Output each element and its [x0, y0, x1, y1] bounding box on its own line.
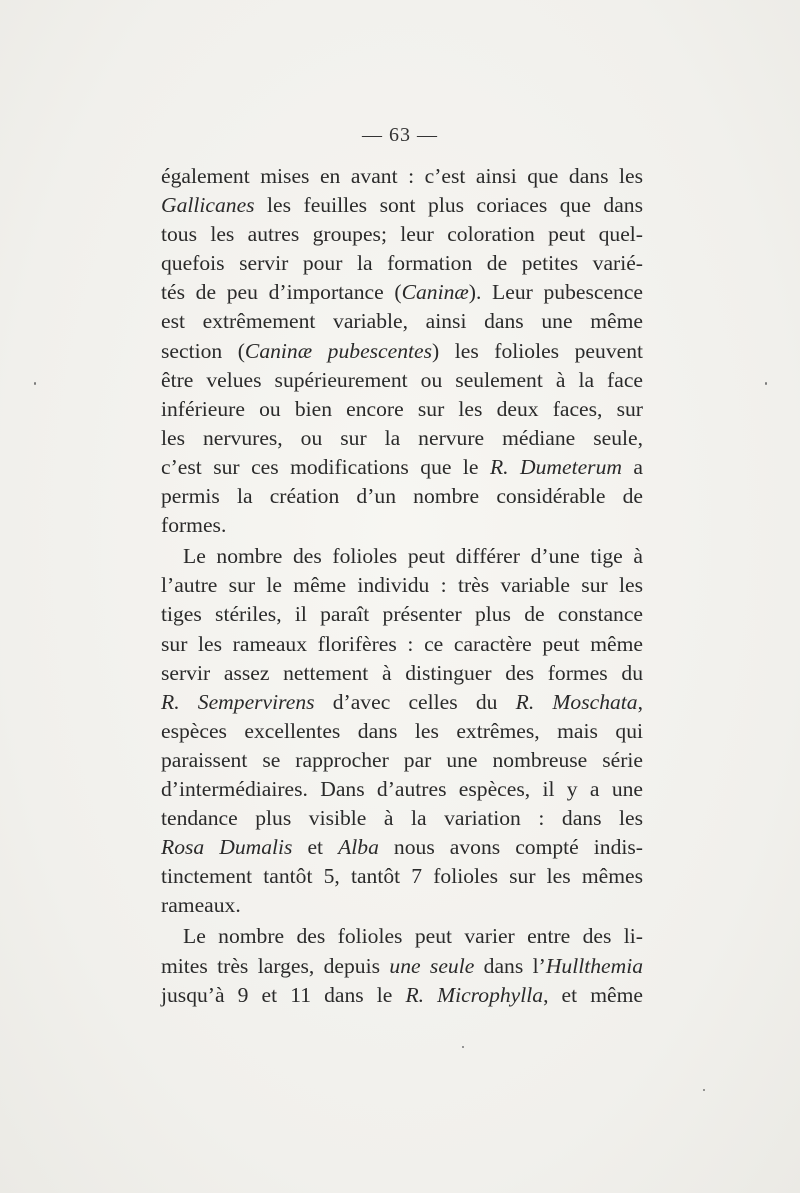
- text-line: [161, 833, 643, 862]
- text-segment: dans l’: [474, 953, 546, 978]
- text-line: [161, 482, 643, 511]
- text-line: [161, 395, 643, 424]
- text-segment: ) les folioles peuvent: [432, 338, 643, 363]
- text-segment: a: [621, 454, 644, 479]
- text-line: [161, 220, 643, 249]
- text-segment: , et même: [543, 982, 643, 1007]
- paper-speck: [462, 1046, 464, 1048]
- text-line: [161, 952, 643, 981]
- text-line: [161, 600, 643, 629]
- italic-segment: Alba: [338, 835, 379, 860]
- italic-segment: Caninæ: [401, 280, 469, 305]
- text-line: [161, 366, 643, 395]
- text-segment: paraissent se rapprocher par une nombreuse série: [161, 747, 643, 772]
- text-segment: les nervures, ou sur la nervure médiane seule,: [161, 425, 643, 450]
- text-line: [161, 511, 643, 540]
- italic-segment: R. Sempervirens: [161, 689, 315, 714]
- text-segment: Le nombre des folioles peut différer d’une tige à: [183, 544, 643, 569]
- italic-segment: R. Dumeterum: [489, 454, 622, 479]
- text-segment: tendance plus visible à la variation : dans les: [161, 806, 643, 831]
- text-line: [161, 630, 643, 659]
- text-line: [161, 862, 643, 891]
- text-line: [161, 542, 643, 571]
- text-segment: inférieure ou bien encore sur les deux faces, sur: [161, 396, 643, 421]
- text-segment: formes.: [161, 513, 227, 538]
- italic-segment: R. Microphylla: [405, 982, 544, 1007]
- text-line: [161, 804, 643, 833]
- text-segment: quefois servir pour la formation de petites varié-: [161, 251, 643, 276]
- text-line: [161, 307, 643, 336]
- text-segment: sur les rameaux florifères : ce caractère peut même: [161, 631, 643, 656]
- text-segment: tous les autres groupes; leur coloration peut quel-: [161, 222, 643, 247]
- text-segment: l’autre sur le même individu : très variable sur les: [161, 573, 643, 598]
- text-line: [161, 424, 643, 453]
- text-line: [161, 571, 643, 600]
- text-segment: Le nombre des folioles peut varier entre des li-: [183, 924, 643, 949]
- text-line: [161, 453, 643, 482]
- text-segment: servir assez nettement à distinguer des formes du: [161, 660, 643, 685]
- text-line: [161, 688, 643, 717]
- text-line: [161, 278, 643, 307]
- text-line: [161, 249, 643, 278]
- italic-segment: Rosa Dumalis: [161, 835, 293, 860]
- text-segment: les feuilles sont plus coriaces que dans: [254, 193, 643, 218]
- text-segment: tés de peu d’importance (: [161, 280, 402, 305]
- text-segment: espèces excellentes dans les extrêmes, mais qui: [161, 718, 643, 743]
- italic-segment: Caninæ pubescentes: [244, 338, 433, 363]
- text-segment: également mises en avant : c’est ainsi que dans les: [161, 164, 643, 188]
- text-line: [161, 162, 643, 191]
- text-segment: rameaux.: [161, 893, 241, 918]
- text-segment: ). Leur pubescence: [468, 280, 643, 305]
- page-number: — 63 —: [362, 124, 438, 146]
- text-segment: nous avons compté indis-: [378, 835, 643, 860]
- text-line: [161, 981, 643, 1010]
- text-segment: d’avec celles du: [314, 689, 516, 714]
- text-segment: jusqu’à 9 et 11 dans le: [161, 982, 406, 1007]
- body-text: [161, 162, 643, 1010]
- italic-segment: Gallicanes: [161, 193, 255, 218]
- text-line: [161, 746, 643, 775]
- text-segment: d’intermédiaires. Dans d’autres espèces, il y a une: [161, 776, 643, 801]
- paper-speck: [34, 382, 36, 385]
- text-segment: est extrêmement variable, ainsi dans une même: [161, 309, 643, 334]
- text-line: [161, 337, 643, 366]
- text-line: [161, 191, 643, 220]
- text-segment: permis la création d’un nombre considérable de: [161, 484, 643, 509]
- text-line: [161, 717, 643, 746]
- text-line: [161, 891, 643, 920]
- text-segment: c’est sur ces modifications que le: [161, 454, 490, 479]
- text-segment: et: [292, 835, 339, 860]
- paper-speck: [703, 1089, 705, 1091]
- text-line: [161, 922, 643, 951]
- text-segment: tiges stériles, il paraît présenter plus de constance: [161, 602, 643, 627]
- italic-segment: R. Moschata: [515, 689, 638, 714]
- text-segment: être velues supérieurement ou seulement à la face: [161, 367, 643, 392]
- text-segment: mites très larges, depuis: [161, 953, 390, 978]
- text-line: [161, 775, 643, 804]
- text-line: [161, 659, 643, 688]
- text-segment: ,: [637, 689, 644, 714]
- italic-segment: une seule: [389, 953, 475, 978]
- text-segment: section (: [161, 338, 245, 363]
- paper-speck: [765, 382, 767, 385]
- text-segment: tinctement tantôt 5, tantôt 7 folioles sur les mêmes: [161, 864, 643, 889]
- italic-segment: Hullthemia: [545, 953, 643, 978]
